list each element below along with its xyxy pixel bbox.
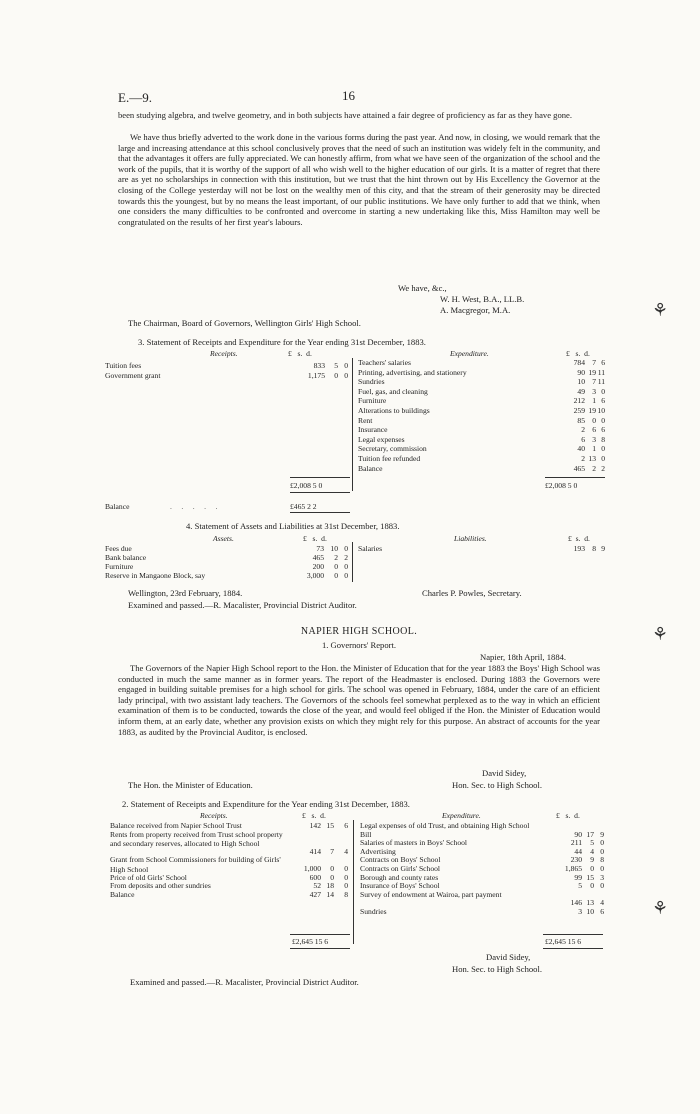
napier-col-receipts: Receipts.	[200, 811, 228, 820]
ledger-label: From deposits and other sundries	[110, 881, 211, 891]
ledger-amount-s: 17	[586, 829, 594, 839]
ledger-amount-d: 6	[601, 396, 605, 406]
col-receipts: Receipts.	[210, 349, 238, 358]
lsd-header-right: £ s. d.	[566, 349, 590, 358]
ledger-amount-d: 0	[601, 454, 605, 463]
total-rule	[290, 512, 350, 513]
ledger-amount-s: 0	[334, 562, 338, 571]
ledger-label: Furniture	[105, 562, 134, 571]
napier-total-left: £2,645 15 6	[292, 937, 329, 946]
ledger-amount-l: 49	[577, 386, 585, 396]
ledger-amount-l: 2	[581, 454, 585, 463]
total-rule	[543, 948, 603, 949]
ledger-amount-d: 4	[344, 846, 348, 856]
ledger-amount-s: 3	[592, 434, 596, 444]
ledger-amount-d: 0	[344, 361, 348, 370]
lsd-header-liabilities: £ s. d.	[568, 534, 590, 543]
ledger-amount-l: 90	[574, 829, 582, 839]
ledger-label: Sundries	[360, 907, 387, 916]
ledger-amount-d: 0	[601, 444, 605, 454]
ledger-label: Rents from property received from Trust school property and secondary reserves, allocated to High School	[110, 829, 283, 848]
ledger-amount-d: 0	[600, 864, 604, 873]
intro-paragraph-1: been studying algebra, and twelve geometry, and in both subjects have attained a fair degree of proficiency as far as they have gone.	[118, 110, 573, 120]
margin-mark-icon: ⚘	[652, 898, 669, 918]
napier-sec-signer: David Sidey,	[486, 952, 531, 962]
ledger-amount-s: 18	[326, 881, 334, 891]
ledger-label: Balance	[358, 463, 383, 473]
ledger-label: Insurance of Boys' School	[360, 881, 440, 891]
napier-signer-title: Hon. Sec. to High School.	[452, 780, 542, 790]
wellington-total-left: £2,008 5 0	[290, 481, 323, 490]
col-assets: Assets.	[213, 534, 234, 543]
ledger-amount-s: 0	[334, 571, 338, 580]
ledger-amount-l: 211	[570, 838, 582, 848]
napier-addressee: The Hon. the Minister of Education.	[128, 780, 253, 790]
ledger-amount-d: 6	[601, 358, 605, 367]
ledger-amount-s: 19	[588, 406, 596, 415]
ledger-amount-s: 10	[330, 544, 338, 553]
intro-paragraph-2: We have thus briefly adverted to the work done in the various forms during the past year. And now, in closing, we would remark that the large and increasing attendance at this school conclusively proves that the need of such an institution was widely felt in the community, and that the advantages it offers are fully appreciated. We can honestly affirm, from what we have seen of the organization of the school and the work of the pupils, that it is worthy of the support of all who wish well to the higher education of our girls. It is a matter of regret that there are as yet no scholarships in connection with this institution, but we trust that the hint thrown out by His Excellency the Governor at the closing of the College yesterday will not be lost on the wealthy men of this city, and that the stream of their generosity may be directed towards this the youngest, but by no means the least important, of our public institutions. We have only further to add that we think, when one considers the many difficulties to be confronted and overcome in starting a new undertaking like this, Miss Hamilton may well be congratulated on the results of her first year's labours.	[118, 132, 600, 227]
total-rule	[290, 934, 350, 935]
leader-dots: . . . . .	[170, 502, 218, 511]
ledger-amount-s: 9	[590, 855, 594, 865]
ledger-label: Balance	[110, 889, 135, 899]
ledger-label: Fees due	[105, 544, 132, 553]
page-number: 16	[342, 88, 355, 103]
ledger-label: Grant from School Commissioners for building of Girls' High School	[110, 855, 281, 874]
wellington-audit: Examined and passed.—R. Macalister, Provincial District Auditor.	[128, 600, 357, 610]
ledger-label: Sundries	[358, 377, 385, 387]
ledger-amount-d: 0	[601, 386, 605, 396]
ledger-amount-s: 15	[326, 821, 334, 830]
signature-west: W. H. West, B.A., LL.B.	[440, 294, 525, 304]
ledger-amount-l: 6	[581, 434, 585, 444]
ledger-amount-s: 5	[590, 838, 594, 848]
ledger-amount-s: 4	[590, 846, 594, 856]
ledger-amount-d: 0	[344, 370, 348, 380]
ledger-amount-l: 200	[312, 562, 324, 571]
ledger-amount-s: 0	[590, 881, 594, 891]
ledger-label: Secretary, commission	[358, 444, 427, 454]
ledger-amount-l: 3,000	[306, 571, 324, 580]
ledger-amount-l: 90	[577, 367, 585, 377]
ledger-amount-d: 0	[600, 838, 604, 848]
total-rule	[290, 492, 350, 493]
ledger-amount-l: 142	[309, 821, 321, 830]
ledger-amount-l: 99	[574, 872, 582, 882]
place-date: Wellington, 23rd February, 1884.	[128, 588, 243, 598]
ledger-amount-l: 3	[578, 907, 582, 916]
ledger-amount-d: 10	[597, 406, 605, 415]
ledger-amount-d: 8	[344, 889, 348, 899]
ledger-amount-l: 230	[570, 855, 582, 865]
ledger-label: Government grant	[105, 370, 161, 380]
ledger-amount-s: 14	[326, 889, 334, 899]
ledger-amount-l: 212	[573, 396, 585, 406]
napier-signer: David Sidey,	[482, 768, 527, 778]
ledger-amount-d: 0	[344, 864, 348, 873]
napier-receipts-heading: 2. Statement of Receipts and Expenditure for the Year ending 31st December, 1883.	[122, 799, 410, 809]
ledger-amount-s: 1	[592, 396, 596, 406]
ledger-amount-s: 2	[334, 553, 338, 562]
ledger-amount-l: 1,865	[564, 864, 582, 873]
total-rule	[290, 477, 350, 478]
ledger-amount-d: 0	[600, 881, 604, 891]
napier-sec-title: Hon. Sec. to High School.	[452, 964, 542, 974]
ledger-amount-d: 8	[600, 855, 604, 865]
ledger-amount-l: 1,000	[303, 864, 321, 873]
ledger-amount-d: 0	[600, 846, 604, 856]
ledger-label: Contracts on Girls' School	[360, 864, 441, 873]
ledger-amount-l: 10	[577, 377, 585, 387]
ledger-amount-s: 7	[592, 377, 596, 387]
ledger-amount-l: 52	[313, 881, 321, 891]
wellington-assets-heading: 4. Statement of Assets and Liabilities at 31st December, 1883.	[186, 521, 400, 531]
napier-audit: Examined and passed.—R. Macalister, Provincial District Auditor.	[130, 977, 359, 987]
ledger-amount-s: 7	[330, 846, 334, 856]
ledger-label: Tuition fee refunded	[358, 454, 421, 463]
ledger-amount-s: 0	[330, 864, 334, 873]
ledger-label: Legal expenses	[358, 434, 405, 444]
ledger-amount-s: 0	[334, 370, 338, 380]
ledger-label: Teachers' salaries	[358, 358, 411, 367]
total-rule	[290, 948, 350, 949]
ledger-amount-d: 0	[344, 872, 348, 882]
ledger-amount-d: 0	[344, 571, 348, 580]
report-reference: E.—9.	[118, 90, 152, 105]
ledger-amount-d: 11	[597, 367, 605, 377]
ledger-label: Rent	[358, 415, 373, 425]
ledger-amount-l: 85	[577, 415, 585, 425]
ledger-amount-s: 13	[586, 898, 594, 908]
ledger-amount-d: 2	[344, 553, 348, 562]
secretary-signature: Charles P. Powles, Secretary.	[422, 588, 522, 598]
ledger-label: Bank balance	[105, 553, 147, 562]
closing-salutation: We have, &c.,	[398, 283, 447, 293]
napier-report-body: The Governors of the Napier High School report to the Hon. the Minister of Education that for the year 1883 the Boys' High School was conducted in much the same manner as in former years. The report of the Headmaster is enclosed. During 1883 the Governors were engaged in building suitable premises for a high school for girls. The school was opened in February, 1884, under the care of an efficient lady principal, with two assistant lady teachers. The Governors of the schools feel somewhat perplexed as to the way in which an efficient examination of them is to be conducted, towards the close of the year, and would feel obliged if the Hon. the Minister of Education would inform them, at an early date, whether any provision exists on which they might rely for this purpose. An abstract of accounts for the year 1883, as audited by the Provincial Auditor, is enclosed.	[118, 663, 600, 737]
ledger-amount-d: 0	[344, 544, 348, 553]
napier-lsd-right: £ s. d.	[556, 811, 580, 820]
ledger-amount-d: 3	[600, 872, 604, 882]
lsd-header-assets: £ s. d.	[303, 534, 327, 543]
ledger-amount-d: 9	[601, 544, 605, 553]
ledger-label: Survey of endowment at Wairoa, part payment	[360, 889, 502, 899]
ledger-label: Salaries of masters in Boys' School	[360, 838, 468, 848]
column-divider	[353, 820, 354, 944]
napier-title: NAPIER HIGH SCHOOL.	[300, 626, 418, 637]
ledger-amount-l: 5	[578, 881, 582, 891]
ledger-amount-l: 414	[309, 846, 321, 856]
napier-lsd-left: £ s. d.	[302, 811, 326, 820]
ledger-amount-s: 7	[592, 358, 596, 367]
wellington-receipts-heading: 3. Statement of Receipts and Expenditure for the Year ending 31st December, 1883.	[138, 337, 426, 347]
margin-mark-icon: ⚘	[652, 300, 669, 320]
balance-label: Balance	[105, 502, 130, 511]
col-expenditure: Expenditure.	[450, 349, 489, 358]
ledger-amount-l: 2	[581, 425, 585, 435]
ledger-amount-s: 8	[592, 544, 596, 553]
ledger-amount-s: 0	[592, 415, 596, 425]
ledger-label: Price of old Girls' School	[110, 872, 187, 882]
ledger-amount-s: 0	[330, 872, 334, 882]
ledger-amount-s: 2	[592, 463, 596, 473]
napier-total-right: £2,645 15 6	[545, 937, 582, 946]
ledger-amount-d: 0	[344, 562, 348, 571]
ledger-amount-l: 40	[577, 444, 585, 454]
ledger-amount-l: 784	[573, 358, 585, 367]
ledger-amount-s: 5	[334, 361, 338, 370]
ledger-amount-l: 146	[570, 898, 582, 908]
margin-mark-icon: ⚘	[652, 624, 669, 644]
ledger-label: Printing, advertising, and stationery	[358, 367, 467, 377]
napier-col-expenditure: Expenditure.	[442, 811, 481, 820]
ledger-amount-l: 600	[309, 872, 321, 882]
ledger-amount-d: 2	[601, 463, 605, 473]
ledger-amount-d: 11	[597, 377, 605, 387]
ledger-label: Advertising	[360, 846, 396, 856]
ledger-label: Alterations to buildings	[358, 406, 430, 415]
lsd-header-left: £ s. d.	[288, 349, 312, 358]
ledger-amount-l: 259	[573, 406, 585, 415]
total-rule	[545, 477, 605, 478]
ledger-amount-l: 833	[313, 361, 325, 370]
addressee-chairman: The Chairman, Board of Governors, Wellington Girls' High School.	[128, 318, 361, 328]
ledger-amount-l: 465	[573, 463, 585, 473]
ledger-amount-s: 10	[586, 907, 594, 916]
ledger-label: Reserve in Mangaone Block, say	[105, 571, 206, 580]
ledger-amount-s: 6	[592, 425, 596, 435]
column-divider	[352, 358, 353, 491]
ledger-amount-s: 19	[588, 367, 596, 377]
ledger-amount-l: 44	[574, 846, 582, 856]
ledger-amount-l: 73	[316, 544, 324, 553]
signature-macgregor: A. Macgregor, M.A.	[440, 305, 511, 315]
ledger-amount-s: 3	[592, 386, 596, 396]
ledger-amount-d: 0	[601, 415, 605, 425]
napier-date: Napier, 18th April, 1884.	[480, 652, 567, 662]
column-divider	[352, 542, 353, 582]
ledger-label: Salaries	[358, 544, 383, 553]
ledger-amount-d: 6	[344, 821, 348, 830]
ledger-amount-l: 193	[573, 544, 585, 553]
ledger-label: Fuel, gas, and cleaning	[358, 386, 428, 396]
ledger-amount-d: 6	[601, 425, 605, 435]
ledger-amount-s: 13	[588, 454, 596, 463]
ledger-label: Contracts on Boys' School	[360, 855, 441, 865]
ledger-label: Insurance	[358, 425, 388, 435]
ledger-label: Borough and county rates	[360, 872, 439, 882]
ledger-label: Legal expenses of old Trust, and obtaining High School Bill	[360, 821, 530, 840]
ledger-amount-l: 427	[309, 889, 321, 899]
balance-value: £465 2 2	[290, 502, 317, 511]
ledger-label: Tuition fees	[105, 361, 142, 370]
ledger-amount-d: 9	[600, 829, 604, 839]
ledger-label: Furniture	[358, 396, 387, 406]
ledger-amount-l: 465	[312, 553, 324, 562]
ledger-amount-s: 0	[590, 864, 594, 873]
ledger-amount-d: 8	[601, 434, 605, 444]
ledger-amount-s: 15	[586, 872, 594, 882]
wellington-total-right: £2,008 5 0	[545, 481, 578, 490]
ledger-amount-d: 0	[344, 881, 348, 891]
col-liabilities: Liabilities.	[454, 534, 487, 543]
napier-subtitle: 1. Governors' Report.	[321, 640, 397, 650]
ledger-amount-d: 4	[600, 898, 604, 908]
total-rule	[543, 934, 603, 935]
ledger-amount-s: 1	[592, 444, 596, 454]
ledger-amount-d: 6	[600, 907, 604, 916]
ledger-amount-l: 1,175	[307, 370, 325, 380]
ledger-label: Balance received from Napier School Trust	[110, 821, 242, 830]
